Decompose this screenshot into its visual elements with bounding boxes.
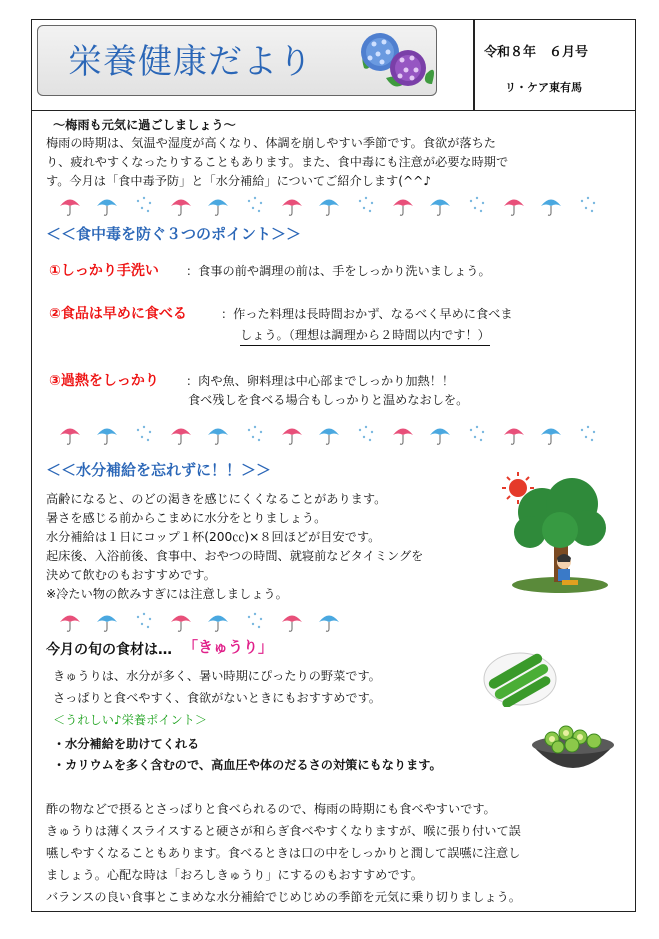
issue-date: 令和８年 ６月号 [484,45,589,60]
header-divider [473,19,475,111]
raindrop-icon [359,197,373,212]
umbrella-icon [282,429,302,445]
raindrop-icon [137,426,151,441]
raindrop-icon [581,426,595,441]
umbrella-icon [97,200,117,216]
umbrella-row-svg [56,611,356,633]
raindrop-icon [248,426,262,441]
umbrella-icon [319,200,339,216]
hydration-title: ＜＜水分補給を忘れずに！！＞＞ [46,461,272,479]
title-box [37,25,437,96]
raindrop-icon [137,197,151,212]
page-title: 栄養健康だより [68,42,313,82]
umbrella-icon [208,429,228,445]
point-2-text: しょう。（理想は調理から２時間以内です！） [240,326,490,346]
hydration-line: 起床後、入浴前後、食事中、おやつの時間、就寝前などタイミングを [46,549,424,563]
umbrella-icon [97,616,117,632]
hydrangea-icon [356,28,438,94]
point-1-label: ①しっかり手洗い [49,263,159,279]
umbrella-icon [97,429,117,445]
umbrella-icon [282,200,302,216]
umbrella-icon [208,616,228,632]
umbrella-divider [56,611,356,633]
point-1-text: ：食事の前や調理の前は、手をしっかり洗いましょう。 [186,264,491,278]
umbrella-icon [504,200,524,216]
closing-line: 嚥しやすくなることもあります。食べるときは口の中をしっかりと潤して誤嚥に注意し [46,846,521,860]
umbrella-icon [171,429,191,445]
intro-heading: ～梅雨も元気に過ごしましょう～ [53,118,236,132]
umbrella-divider [56,195,616,217]
hydration-line: 暑さを感じる前からこまめに水分をとりましょう。 [46,511,327,525]
umbrella-icon [60,429,80,445]
intro-line: り、疲れやすくなったりすることもあります。また、食中毒にも注意が必要な時期で [46,155,509,169]
point-3-text: ：肉や魚、卵料理は中心部までしっかり加熱！！ [186,374,455,388]
raindrop-icon [470,197,484,212]
umbrella-icon [393,429,413,445]
umbrella-icon [430,429,450,445]
food-poisoning-title: ＜＜食中毒を防ぐ３つのポイント＞＞ [46,225,302,243]
closing-line: ましょう。心配な時は「おろしきゅうり」にするのもおすすめです。 [46,868,423,882]
umbrella-icon [171,616,191,632]
cucumber-salad-illustration [528,721,618,783]
raindrop-icon [581,197,595,212]
umbrella-icon [504,429,524,445]
nutrition-bullet: ・カリウムを多く含むので、高血圧や体のだるさの対策にもなります。 [53,758,442,772]
umbrella-icon [541,200,561,216]
umbrella-icon [430,200,450,216]
umbrella-row-svg [56,424,616,446]
raindrop-icon [470,426,484,441]
umbrella-icon [60,200,80,216]
facility-name: リ・ケア東有馬 [505,81,582,94]
intro-line: 梅雨の時期は、気温や湿度が高くなり、体調を崩しやすい季節です。食欲が落ちた [46,136,496,150]
umbrella-icon [541,429,561,445]
seasonal-line: きゅうりは、水分が多く、暑い時期にぴったりの野菜です。 [53,669,381,683]
header [31,19,636,111]
umbrella-icon [393,200,413,216]
seasonal-food-name: 「きゅうり」 [183,638,274,656]
raindrop-icon [248,197,262,212]
umbrella-divider [56,424,616,446]
nutrition-bullet: ・水分補給を助けてくれる [53,737,200,751]
umbrella-row-svg [56,195,616,217]
hydration-line: ※冷たい物の飲みすぎには注意しましょう。 [46,587,288,601]
closing-line: バランスの良い食事とこまめな水分補給でじめじめの季節を元気に乗り切りましょう。 [46,890,521,904]
point-3-label: ③過熱をしっかり [49,373,159,389]
closing-line: 酢の物などで摂るとさっぱりと食べられるので、梅雨の時期にも食べやすいです。 [46,802,496,816]
seasonal-line: さっぱりと食べやすく、食欲がないときにもおすすめです。 [53,691,381,705]
cucumber-illustration [482,645,558,707]
hydration-line: 決めて飲むのもおすすめです。 [46,568,216,582]
intro-line: す。今月は「食中毒予防」と「水分補給」についてご紹介します(^^♪ [46,174,432,188]
umbrella-icon [319,429,339,445]
nutrition-subheading: ＜うれしい♪栄養ポイント＞ [53,713,208,727]
tree-shade-illustration [500,470,610,595]
umbrella-icon [282,616,302,632]
point-3-text: 食べ残しを食べる場合もしっかりと温めなおしを。 [188,393,469,407]
raindrop-icon [137,613,151,628]
hydration-line: 水分補給は１日にコップ１杯(200㏄)×８回ほどが目安です。 [46,530,381,544]
point-2-label: ②食品は早めに食べる [49,306,187,322]
seasonal-title-prefix: 今月の旬の食材は… [46,642,172,658]
umbrella-icon [208,200,228,216]
umbrella-icon [171,200,191,216]
closing-line: きゅうりは薄くスライスすると硬さが和らぎ食べやすくなりますが、喉に張り付いて誤 [46,824,521,838]
umbrella-icon [60,616,80,632]
hydration-line: 高齢になると、のどの渇きを感じにくくなることがあります。 [46,492,387,506]
raindrop-icon [248,613,262,628]
umbrella-icon [319,616,339,632]
point-2-text: ：作った料理は長時間おかず、なるべく早めに食べま [221,307,513,321]
raindrop-icon [359,426,373,441]
